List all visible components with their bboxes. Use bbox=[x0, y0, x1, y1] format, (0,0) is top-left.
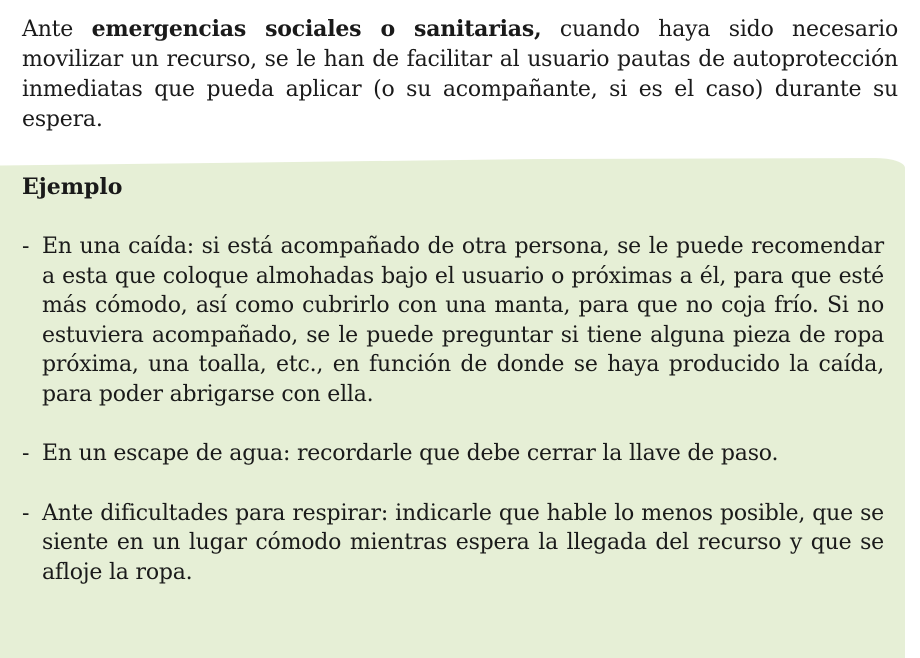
bullet-dash: - bbox=[22, 441, 30, 466]
list-item bbox=[22, 499, 884, 588]
intro-rest: cuando haya sido necesario movilizar un recurso, se le han de facilitar al usuario pautas de autoprotección inmediatas que pueda aplicar (o su acompañante, si es el caso) durante su espera. bbox=[22, 17, 898, 132]
bullet-dash: - bbox=[22, 234, 30, 259]
list-item-text: En un escape de agua: recordarle que debe cerrar la llave de paso. bbox=[42, 441, 779, 466]
bullet-dash: - bbox=[22, 500, 30, 526]
intro-bold-phrase: emergencias sociales o sanitarias, bbox=[91, 16, 542, 42]
intro-lead: Ante bbox=[22, 17, 92, 42]
list-item-text: Ante dificultades para respirar: indicarle que hable lo menos posible, que se siente en un lugar cómodo mientras espera la llegada del recurso y que se afloje la ropa. bbox=[42, 500, 884, 585]
example-list bbox=[22, 232, 884, 617]
intro-paragraph bbox=[22, 14, 898, 135]
example-title: Ejemplo bbox=[22, 174, 123, 200]
list-item-text: En una caída: si está acompañado de otra persona, se le puede recomendar a esta que coloque almohadas bajo el usuario o próximas a él, para que esté más cómodo, así como cubrirlo con una manta, para que no coja frío. Si no estuviera acompañado, se le puede preguntar si tiene alguna pieza de ropa próxima, una toalla, etc., en función de donde se haya producido la caída, para poder abrigarse con ella. bbox=[42, 234, 884, 407]
list-item bbox=[22, 232, 884, 409]
list-item bbox=[22, 439, 884, 469]
